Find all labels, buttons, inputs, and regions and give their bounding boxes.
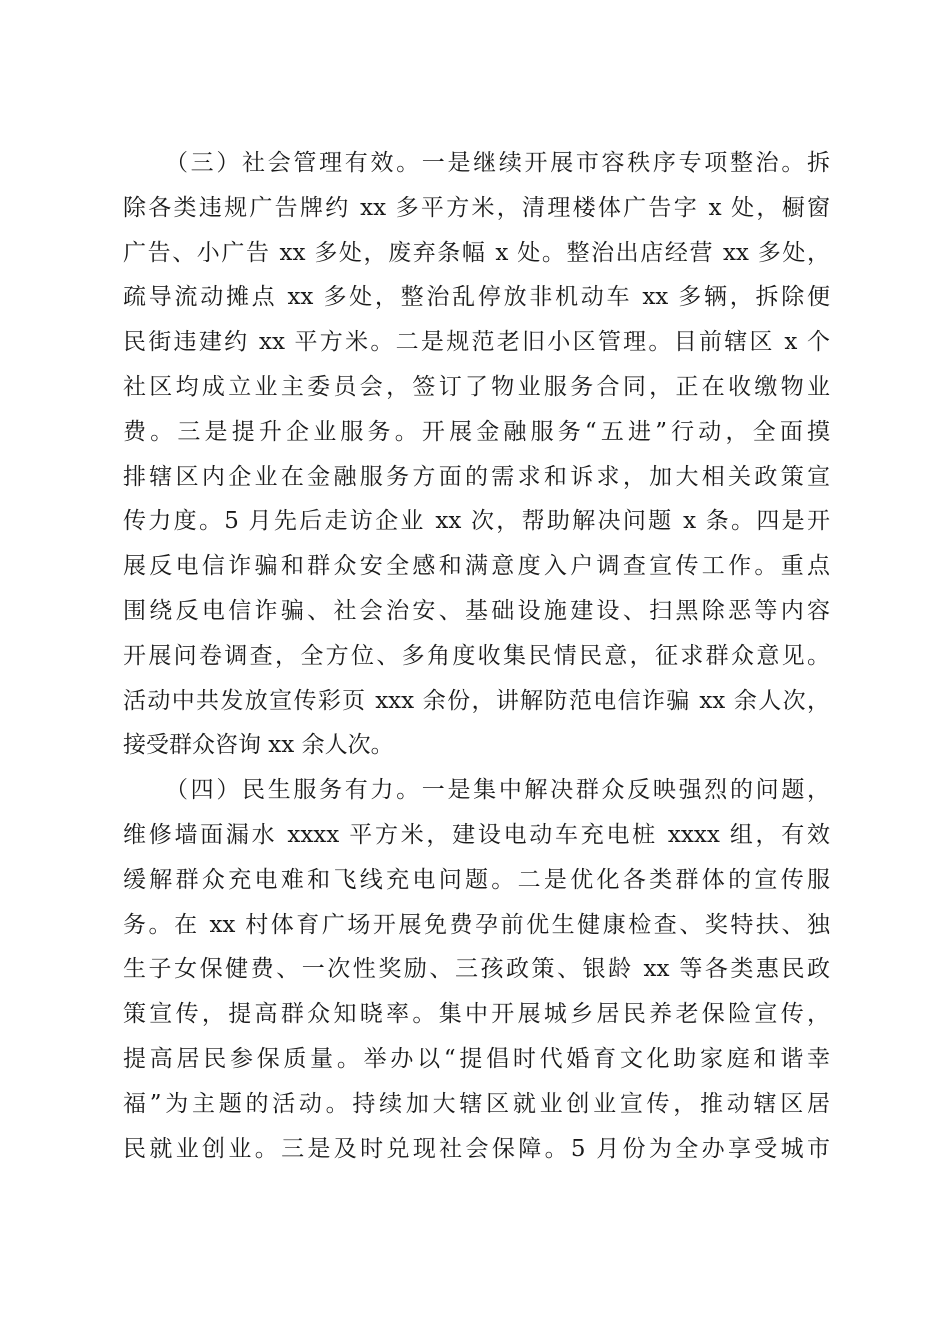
paragraph-section-3 — [123, 141, 830, 768]
text-line: 开展问卷调查，全方位、多角度收集民情民意，征求群众意见。 — [123, 642, 830, 669]
text-line: 提高居民参保质量。举办以“提倡时代婚育文化助家庭和谐幸 — [123, 1045, 830, 1072]
paragraph-section-4 — [123, 768, 830, 1171]
text-line: 展反电信诈骗和群众安全感和满意度入户调查宣传工作。重点 — [123, 553, 830, 580]
text-line: 维修墙面漏水 xxxx 平方米，建设电动车充电桩 xxxx 组，有效 — [123, 821, 830, 848]
text-line: 活动中共发放宣传彩页 xxx 余份，讲解防范电信诈骗 xx 余人次， — [123, 687, 830, 714]
text-line: 除各类违规广告牌约 xx 多平方米，清理楼体广告字 x 处，橱窗 — [123, 194, 830, 221]
text-line: （四）民生服务有力。一是集中解决群众反映强烈的问题， — [165, 777, 830, 804]
text-line: 策宣传，提高群众知晓率。集中开展城乡居民养老保险宣传， — [123, 1001, 830, 1028]
text-line: 民街违建约 xx 平方米。二是规范老旧小区管理。目前辖区 x 个 — [123, 329, 830, 356]
text-line: 福”为主题的活动。持续加大辖区就业创业宣传，推动辖区居 — [123, 1090, 830, 1117]
text-line: 务。在 xx 村体育广场开展免费孕前优生健康检查、奖特扶、独 — [123, 911, 830, 938]
text-line: 接受群众咨询 xx 余人次。 — [123, 732, 394, 759]
text-line: 费。三是提升企业服务。开展金融服务“五进”行动，全面摸 — [123, 418, 830, 445]
text-line: （三）社会管理有效。一是继续开展市容秩序专项整治。拆 — [165, 150, 830, 176]
text-line: 传力度。5 月先后走访企业 xx 次，帮助解决问题 x 条。四是开 — [123, 508, 830, 535]
text-line: 疏导流动摊点 xx 多处，整治乱停放非机动车 xx 多辆，拆除便 — [123, 284, 830, 311]
text-line: 围绕反电信诈骗、社会治安、基础设施建设、扫黑除恶等内容 — [123, 597, 830, 624]
text-line: 民就业创业。三是及时兑现社会保障。5 月份为全办享受城市 — [123, 1135, 830, 1162]
text-line: 排辖区内企业在金融服务方面的需求和诉求，加大相关政策宣 — [123, 463, 830, 490]
text-line: 广告、小广告 xx 多处，废弃条幅 x 处。整治出店经营 xx 多处， — [123, 239, 830, 266]
text-line: 社区均成立业主委员会，签订了物业服务合同，正在收缴物业 — [123, 373, 830, 400]
text-line: 缓解群众充电难和飞线充电问题。二是优化各类群体的宣传服 — [123, 866, 830, 893]
document-body — [123, 141, 830, 1171]
text-line: 生子女保健费、一次性奖励、三孩政策、银龄 xx 等各类惠民政 — [123, 956, 830, 983]
